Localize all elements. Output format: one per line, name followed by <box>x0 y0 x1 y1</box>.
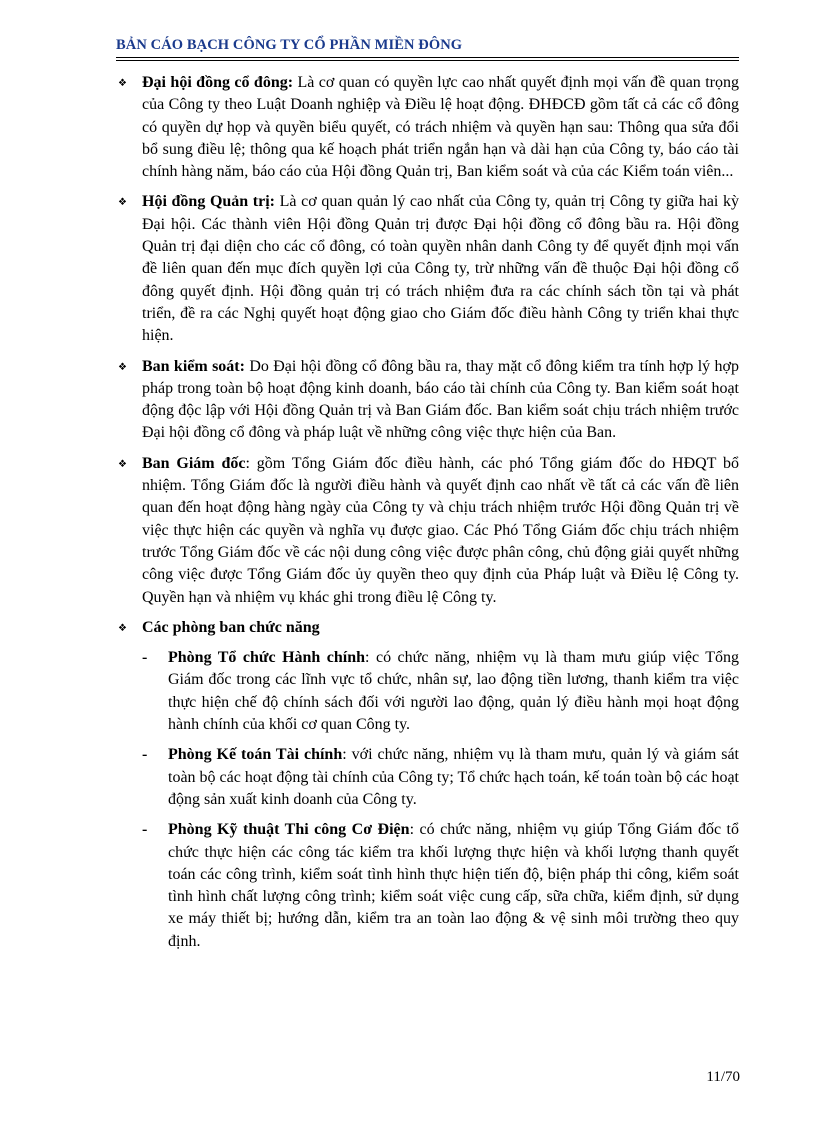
page-header <box>116 37 739 58</box>
bullet-board-of-directors <box>116 191 739 347</box>
page-number: 11/70 <box>706 1069 740 1085</box>
department-engineering <box>116 819 739 953</box>
bullet-term: Hội đồng Quản trị: <box>142 193 276 211</box>
document-body <box>116 72 739 961</box>
department-admin <box>116 647 739 736</box>
diamond-bullet-icon: ❖ <box>118 78 127 89</box>
bullet-text: Là cơ quan quản lý cao nhất của Công ty, quản trị Công ty giữa hai kỳ Đại hội. Các thành viên Hội đồng Quản trị được Đại hội đồng cổ đông bầu ra. Hội đồng Quản trị đại diện cho các cổ đông, có toàn quyền nhân danh Công ty để quyết định mọi vấn đề liên quan đến mục đích quyền lợi của Công ty, trừ những vấn đề thuộc Đại hội đồng cổ đông quyết định. Hội đồng quản trị có trách nhiệm đưa ra các chính sách tồn tại và phát triển, đề ra các Nghị quyết hoạt động giao cho Giám đốc điều hành Công ty triển khai thực hiện. <box>142 193 739 345</box>
bullet-text: Do Đại hội đồng cổ đông bầu ra, thay mặt cổ đông kiểm tra tính hợp lý hợp pháp trong toàn bộ hoạt động kinh doanh, báo cáo tài chính của Công ty. Ban kiểm soát hoạt động độc lập với Hội đồng Quản trị và Ban Giám đốc. Ban kiểm soát chịu trách nhiệm trước Đại hội đồng cổ đông và pháp luật về những công việc thực hiện của Ban. <box>142 357 739 442</box>
bullet-term: Đại hội đồng cổ đông: <box>142 74 294 91</box>
bullet-supervisory-board <box>116 356 739 445</box>
department-text: : có chức năng, nhiệm vụ là tham mưu giúp việc Tổng Giám đốc trong các lĩnh vực tổ chức, nhân sự, lao động tiền lương, thanh kiểm tra việc thực hiện chế độ chính sách đối với người lao động, quản lý điều hành mọi hoạt động hành chính của khối cơ quan Công ty. <box>168 649 740 734</box>
bullet-term: Ban Giám đốc <box>142 454 246 472</box>
diamond-bullet-icon: ❖ <box>118 197 127 209</box>
dash-marker: - <box>142 821 148 839</box>
bullet-term: Ban kiểm soát: <box>142 357 245 375</box>
bullet-shareholders-meeting <box>116 72 739 183</box>
department-term: Phòng Kỹ thuật Thi công Cơ Điện <box>168 821 410 839</box>
dash-marker: - <box>142 746 148 764</box>
bullet-functional-departments <box>116 617 739 639</box>
diamond-bullet-icon: ❖ <box>118 458 127 470</box>
department-finance <box>116 744 739 811</box>
bullet-text: : gồm Tổng Giám đốc điều hành, các phó Tổng giám đốc do HĐQT bổ nhiệm. Tổng Giám đốc là người điều hành và quyết định cao nhất về tất cả các vấn đề liên quan đến hoạt động hàng ngày của Công ty và chịu trách nhiệm trước Hội đồng Quản trị về việc thực hiện các quyền và nghĩa vụ được giao. Các Phó Tổng Giám đốc chịu trách nhiệm trước Tổng Giám đốc về các nội dung công việc được phân công, chủ động giải quyết những công việc được Tổng Giám đốc ủy quyền theo quy định của Pháp luật và Điều lệ Công ty. Quyền hạn và nhiệm vụ khác ghi trong điều lệ Công ty. <box>142 454 739 606</box>
department-text: : có chức năng, nhiệm vụ giúp Tổng Giám đốc tổ chức thực hiện các công tác kiểm tra khối lượng thực hiện và khối lượng thanh quyết toán các công trình, kiểm soát tình hình thực hiện tiến độ, biện pháp thi công, kiểm soát tình hình chất lượng công trình; kiểm soát việc cung cấp, sữa chữa, kiểm định, sử dụng xe máy thiết bị; hướng dẫn, kiểm tra an toàn lao động & vệ sinh môi trường theo quy định. <box>168 821 740 950</box>
bullet-term: Các phòng ban chức năng <box>142 618 320 636</box>
bullet-management-board <box>116 453 739 609</box>
diamond-bullet-icon: ❖ <box>118 622 127 634</box>
department-term: Phòng Tổ chức Hành chính <box>168 649 366 667</box>
department-text: : với chức năng, nhiệm vụ là tham mưu, quản lý và giám sát toàn bộ các hoạt động tài chính của Công ty; Tổ chức hạch toán, kế toán toàn bộ các hoạt động sản xuất kinh doanh của Công ty. <box>168 746 740 808</box>
dash-marker: - <box>142 649 148 667</box>
diamond-bullet-icon: ❖ <box>118 361 127 373</box>
bullet-text: Là cơ quan có quyền lực cao nhất quyết định mọi vấn đề quan trọng của Công ty theo Luật Doanh nghiệp và Điều lệ hoạt động. ĐHĐCĐ gồm tất cả các cổ đông có quyền dự họp và quyền biểu quyết, có trách nhiệm và quyền hạn sau: Thông qua sửa đổi bổ sung điều lệ; thông qua kế hoạch phát triển ngắn hạn và dài hạn của Công ty, báo cáo tài chính hàng năm, báo cáo của Hội đồng Quản trị, Ban kiểm soát và của các Kiểm toán viên... <box>142 74 739 181</box>
department-term: Phòng Kế toán Tài chính <box>168 746 343 764</box>
document-title: BẢN CÁO BẠCH CÔNG TY CỔ PHẦN MIỀN ĐÔNG <box>116 37 463 53</box>
